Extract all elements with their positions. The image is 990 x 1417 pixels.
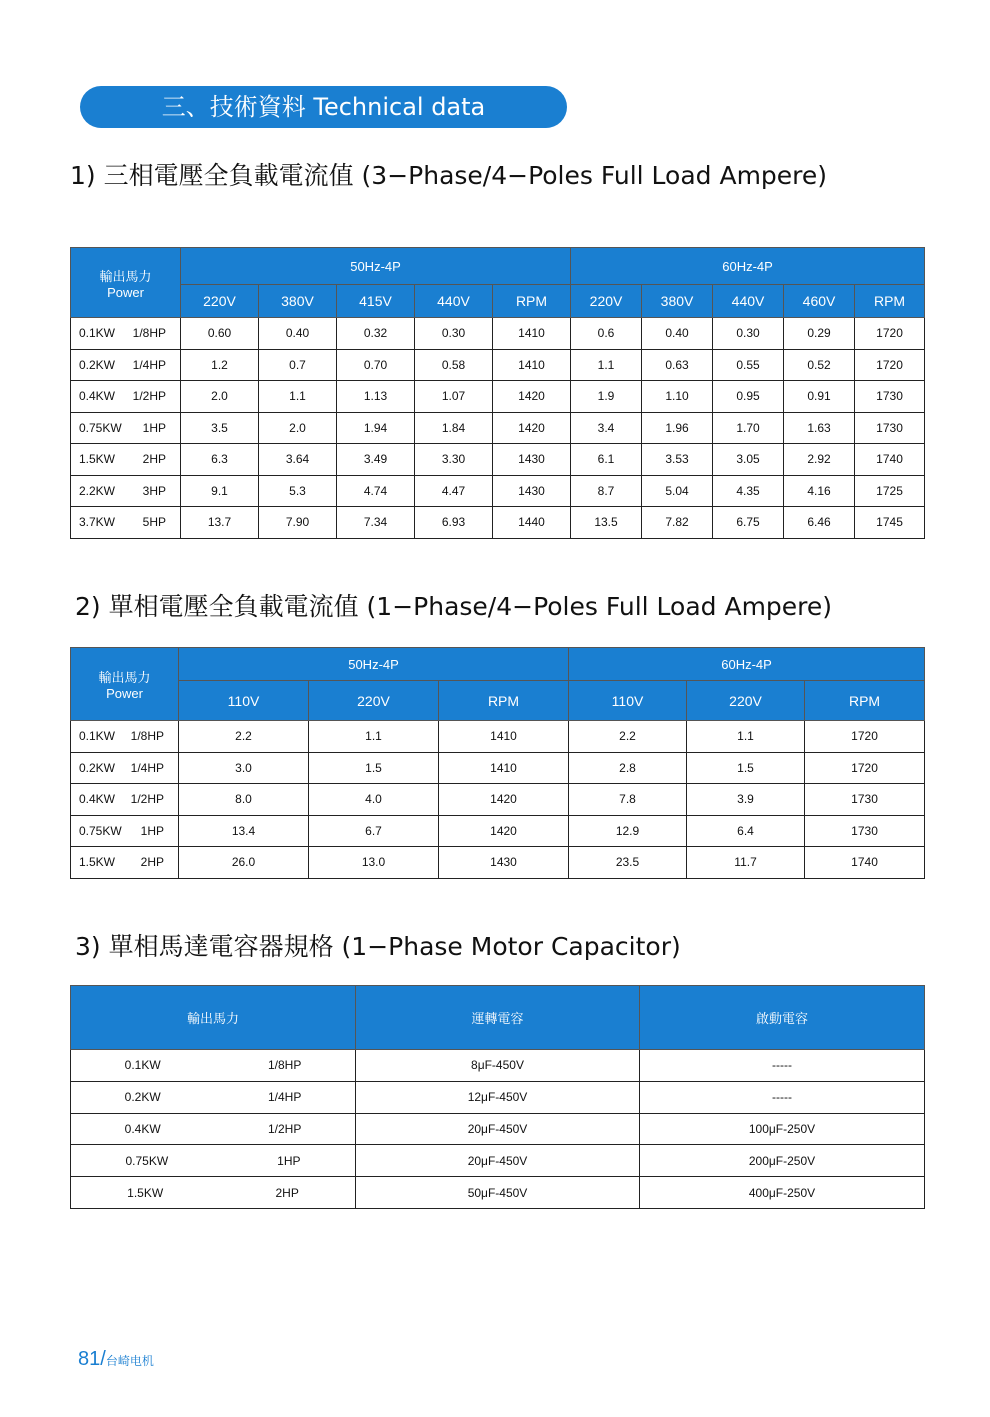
kw-value: 3.7KW — [79, 515, 116, 530]
run-capacitor-cell: 50μF-450V — [356, 1177, 640, 1209]
col-60hz-1: 380V — [642, 285, 713, 318]
value-cell: 8.7 — [571, 475, 642, 507]
value-cell: 0.55 — [713, 349, 784, 381]
value-cell: 1.9 — [571, 381, 642, 413]
value-cell: 7.82 — [642, 507, 713, 539]
value-cell: 0.40 — [259, 318, 337, 350]
hp-value: 1/2HP — [132, 389, 166, 404]
table-row — [71, 721, 925, 753]
hp-value: 1HP — [277, 1153, 301, 1168]
hp-value: 5HP — [142, 515, 166, 530]
value-cell: 3.49 — [337, 444, 415, 476]
header-power: 輸出馬力 — [71, 986, 356, 1050]
value-cell: 1.96 — [642, 412, 713, 444]
value-cell: 0.32 — [337, 318, 415, 350]
header-run-capacitor: 運轉電容 — [356, 986, 640, 1050]
value-cell: 0.40 — [642, 318, 713, 350]
page-footer — [78, 1348, 154, 1371]
value-cell: 0.63 — [642, 349, 713, 381]
col-50hz-4: RPM — [493, 285, 571, 318]
power-cell — [71, 1177, 356, 1209]
value-cell: 3.4 — [571, 412, 642, 444]
value-cell: 11.7 — [687, 847, 805, 879]
value-cell: 4.0 — [309, 784, 439, 816]
kw-value: 0.1KW — [124, 1058, 161, 1073]
capacitor-table — [70, 985, 925, 1209]
value-cell: 4.35 — [713, 475, 784, 507]
value-cell: 1420 — [493, 412, 571, 444]
value-cell: 4.74 — [337, 475, 415, 507]
group-60hz: 60Hz-4P — [571, 248, 925, 285]
run-capacitor-cell: 20μF-450V — [356, 1145, 640, 1177]
kw-value: 0.1KW — [79, 326, 116, 341]
table-row — [71, 475, 925, 507]
value-cell: 2.2 — [179, 721, 309, 753]
kw-value: 0.75KW — [79, 823, 122, 838]
value-cell: 0.91 — [784, 381, 855, 413]
heading-three-phase: 1) 三相電壓全負載電流值 (3−Phase/4−Poles Full Load Ampere) — [70, 161, 828, 190]
value-cell: 0.7 — [259, 349, 337, 381]
value-cell: 3.5 — [181, 412, 259, 444]
value-cell: 1730 — [855, 412, 925, 444]
value-cell: 3.05 — [713, 444, 784, 476]
value-cell: 6.4 — [687, 815, 805, 847]
col-50hz-1: 220V — [309, 681, 439, 721]
value-cell: 1720 — [855, 349, 925, 381]
group-60hz: 60Hz-4P — [569, 648, 925, 681]
power-cell — [71, 1050, 356, 1082]
value-cell: 1740 — [855, 444, 925, 476]
value-cell: 1410 — [493, 349, 571, 381]
hp-value: 1/8HP — [130, 729, 164, 744]
power-header-cn: 輸出馬力 — [98, 670, 151, 685]
heading-single-phase: 2) 單相電壓全負載電流值 (1−Phase/4−Poles Full Load Ampere) — [75, 592, 833, 621]
value-cell: 2.92 — [784, 444, 855, 476]
value-cell: 0.6 — [571, 318, 642, 350]
value-cell: 0.52 — [784, 349, 855, 381]
value-cell: 1.63 — [784, 412, 855, 444]
value-cell: 0.70 — [337, 349, 415, 381]
value-cell: 0.60 — [181, 318, 259, 350]
table-row — [71, 1145, 925, 1177]
value-cell: 1730 — [805, 815, 925, 847]
group-50hz: 50Hz-4P — [181, 248, 571, 285]
col-50hz-0: 220V — [181, 285, 259, 318]
power-header — [71, 248, 181, 318]
kw-value: 0.75KW — [79, 420, 122, 435]
value-cell: 6.3 — [181, 444, 259, 476]
power-cell — [71, 412, 181, 444]
value-cell: 5.04 — [642, 475, 713, 507]
single-phase-table — [70, 647, 925, 879]
value-cell: 3.9 — [687, 784, 805, 816]
value-cell: 1430 — [439, 847, 569, 879]
value-cell: 6.75 — [713, 507, 784, 539]
table-row — [71, 815, 925, 847]
value-cell: 1730 — [855, 381, 925, 413]
value-cell: 7.90 — [259, 507, 337, 539]
table-row — [71, 752, 925, 784]
value-cell: 9.1 — [181, 475, 259, 507]
value-cell: 0.58 — [415, 349, 493, 381]
value-cell: 1.1 — [259, 381, 337, 413]
value-cell: 3.53 — [642, 444, 713, 476]
value-cell: 1420 — [439, 815, 569, 847]
kw-value: 1.5KW — [79, 452, 116, 467]
value-cell: 1.1 — [571, 349, 642, 381]
table-row — [71, 784, 925, 816]
col-60hz-2: RPM — [805, 681, 925, 721]
header-start-capacitor: 啟動電容 — [640, 986, 925, 1050]
hp-value: 1/4HP — [130, 760, 164, 775]
value-cell: 0.30 — [713, 318, 784, 350]
power-cell — [71, 507, 181, 539]
table-row — [71, 412, 925, 444]
value-cell: 1725 — [855, 475, 925, 507]
value-cell: 1720 — [805, 752, 925, 784]
value-cell: 4.16 — [784, 475, 855, 507]
power-cell — [71, 1113, 356, 1145]
value-cell: 1.94 — [337, 412, 415, 444]
start-capacitor-cell: ----- — [640, 1081, 925, 1113]
power-cell — [71, 444, 181, 476]
hp-value: 2HP — [140, 855, 164, 870]
hp-value: 1/8HP — [267, 1058, 302, 1073]
col-50hz-2: 415V — [337, 285, 415, 318]
kw-value: 0.4KW — [124, 1121, 161, 1136]
value-cell: 0.30 — [415, 318, 493, 350]
col-50hz-0: 110V — [179, 681, 309, 721]
value-cell: 1.1 — [309, 721, 439, 753]
kw-value: 0.1KW — [79, 729, 116, 744]
hp-value: 1/8HP — [132, 326, 166, 341]
value-cell: 1410 — [439, 752, 569, 784]
company-name: 台崎电机 — [105, 1354, 154, 1368]
power-cell — [71, 1145, 356, 1177]
value-cell: 0.95 — [713, 381, 784, 413]
hp-value: 1/2HP — [130, 792, 164, 807]
hp-value: 1HP — [142, 420, 166, 435]
kw-value: 0.2KW — [79, 760, 116, 775]
value-cell: 1.5 — [309, 752, 439, 784]
section-title: 三、技術資料 Technical data — [80, 86, 567, 128]
three-phase-table — [70, 247, 925, 539]
power-cell — [71, 381, 181, 413]
power-cell — [71, 475, 181, 507]
value-cell: 2.2 — [569, 721, 687, 753]
kw-value: 0.75KW — [125, 1153, 169, 1168]
kw-value: 0.2KW — [124, 1090, 161, 1105]
group-50hz: 50Hz-4P — [179, 648, 569, 681]
value-cell: 8.0 — [179, 784, 309, 816]
value-cell: 3.0 — [179, 752, 309, 784]
value-cell: 1430 — [493, 444, 571, 476]
hp-value: 1/2HP — [267, 1121, 302, 1136]
value-cell: 1.2 — [181, 349, 259, 381]
value-cell: 2.0 — [259, 412, 337, 444]
value-cell: 1420 — [439, 784, 569, 816]
kw-value: 2.2KW — [79, 483, 116, 498]
table-row — [71, 318, 925, 350]
value-cell: 1420 — [493, 381, 571, 413]
value-cell: 13.0 — [309, 847, 439, 879]
power-cell — [71, 349, 181, 381]
value-cell: 1410 — [493, 318, 571, 350]
value-cell: 4.47 — [415, 475, 493, 507]
col-60hz-0: 220V — [571, 285, 642, 318]
hp-value: 1/4HP — [132, 357, 166, 372]
value-cell: 1745 — [855, 507, 925, 539]
kw-value: 0.2KW — [79, 357, 116, 372]
value-cell: 1.07 — [415, 381, 493, 413]
value-cell: 7.34 — [337, 507, 415, 539]
kw-value: 0.4KW — [79, 389, 116, 404]
value-cell: 0.29 — [784, 318, 855, 350]
value-cell: 26.0 — [179, 847, 309, 879]
col-50hz-3: 440V — [415, 285, 493, 318]
col-60hz-1: 220V — [687, 681, 805, 721]
col-60hz-2: 440V — [713, 285, 784, 318]
col-60hz-4: RPM — [855, 285, 925, 318]
table-row — [71, 381, 925, 413]
power-header-en: Power — [106, 686, 143, 701]
table-row — [71, 1081, 925, 1113]
power-cell — [71, 318, 181, 350]
power-cell — [71, 721, 179, 753]
heading-capacitor: 3) 單相馬達電容器規格 (1−Phase Motor Capacitor) — [75, 932, 681, 961]
value-cell: 7.8 — [569, 784, 687, 816]
table-row — [71, 507, 925, 539]
run-capacitor-cell: 20μF-450V — [356, 1113, 640, 1145]
col-50hz-2: RPM — [439, 681, 569, 721]
value-cell: 1.1 — [687, 721, 805, 753]
hp-value: 3HP — [142, 483, 166, 498]
value-cell: 5.3 — [259, 475, 337, 507]
kw-value: 0.4KW — [79, 792, 116, 807]
kw-value: 1.5KW — [127, 1185, 164, 1200]
hp-value: 1/4HP — [267, 1090, 302, 1105]
value-cell: 1.5 — [687, 752, 805, 784]
value-cell: 3.30 — [415, 444, 493, 476]
table-row — [71, 847, 925, 879]
value-cell: 1.13 — [337, 381, 415, 413]
value-cell: 13.5 — [571, 507, 642, 539]
value-cell: 2.0 — [181, 381, 259, 413]
power-cell — [71, 784, 179, 816]
value-cell: 1440 — [493, 507, 571, 539]
value-cell: 1740 — [805, 847, 925, 879]
run-capacitor-cell: 8μF-450V — [356, 1050, 640, 1082]
col-50hz-1: 380V — [259, 285, 337, 318]
value-cell: 1.70 — [713, 412, 784, 444]
power-header-cn: 輸出馬力 — [99, 268, 152, 284]
table-row — [71, 1177, 925, 1209]
value-cell: 1410 — [439, 721, 569, 753]
value-cell: 13.4 — [179, 815, 309, 847]
value-cell: 3.64 — [259, 444, 337, 476]
power-header-en: Power — [107, 284, 144, 300]
value-cell: 23.5 — [569, 847, 687, 879]
kw-value: 1.5KW — [79, 855, 116, 870]
col-60hz-0: 110V — [569, 681, 687, 721]
value-cell: 1.10 — [642, 381, 713, 413]
power-header — [71, 648, 179, 721]
value-cell: 1430 — [493, 475, 571, 507]
value-cell: 6.93 — [415, 507, 493, 539]
value-cell: 12.9 — [569, 815, 687, 847]
table-row — [71, 444, 925, 476]
value-cell: 1720 — [855, 318, 925, 350]
value-cell: 1730 — [805, 784, 925, 816]
power-cell — [71, 1081, 356, 1113]
power-cell — [71, 815, 179, 847]
power-cell — [71, 752, 179, 784]
value-cell: 2.8 — [569, 752, 687, 784]
start-capacitor-cell: ----- — [640, 1050, 925, 1082]
hp-value: 2HP — [142, 452, 166, 467]
col-60hz-3: 460V — [784, 285, 855, 318]
page-number: 81/ — [78, 1348, 106, 1370]
value-cell: 6.7 — [309, 815, 439, 847]
run-capacitor-cell: 12μF-450V — [356, 1081, 640, 1113]
start-capacitor-cell: 200μF-250V — [640, 1145, 925, 1177]
hp-value: 1HP — [140, 823, 164, 838]
start-capacitor-cell: 400μF-250V — [640, 1177, 925, 1209]
value-cell: 13.7 — [181, 507, 259, 539]
hp-value: 2HP — [275, 1185, 299, 1200]
table-row — [71, 1050, 925, 1082]
value-cell: 1720 — [805, 721, 925, 753]
table-row — [71, 349, 925, 381]
value-cell: 6.1 — [571, 444, 642, 476]
power-cell — [71, 847, 179, 879]
start-capacitor-cell: 100μF-250V — [640, 1113, 925, 1145]
value-cell: 6.46 — [784, 507, 855, 539]
value-cell: 1.84 — [415, 412, 493, 444]
table-row — [71, 1113, 925, 1145]
